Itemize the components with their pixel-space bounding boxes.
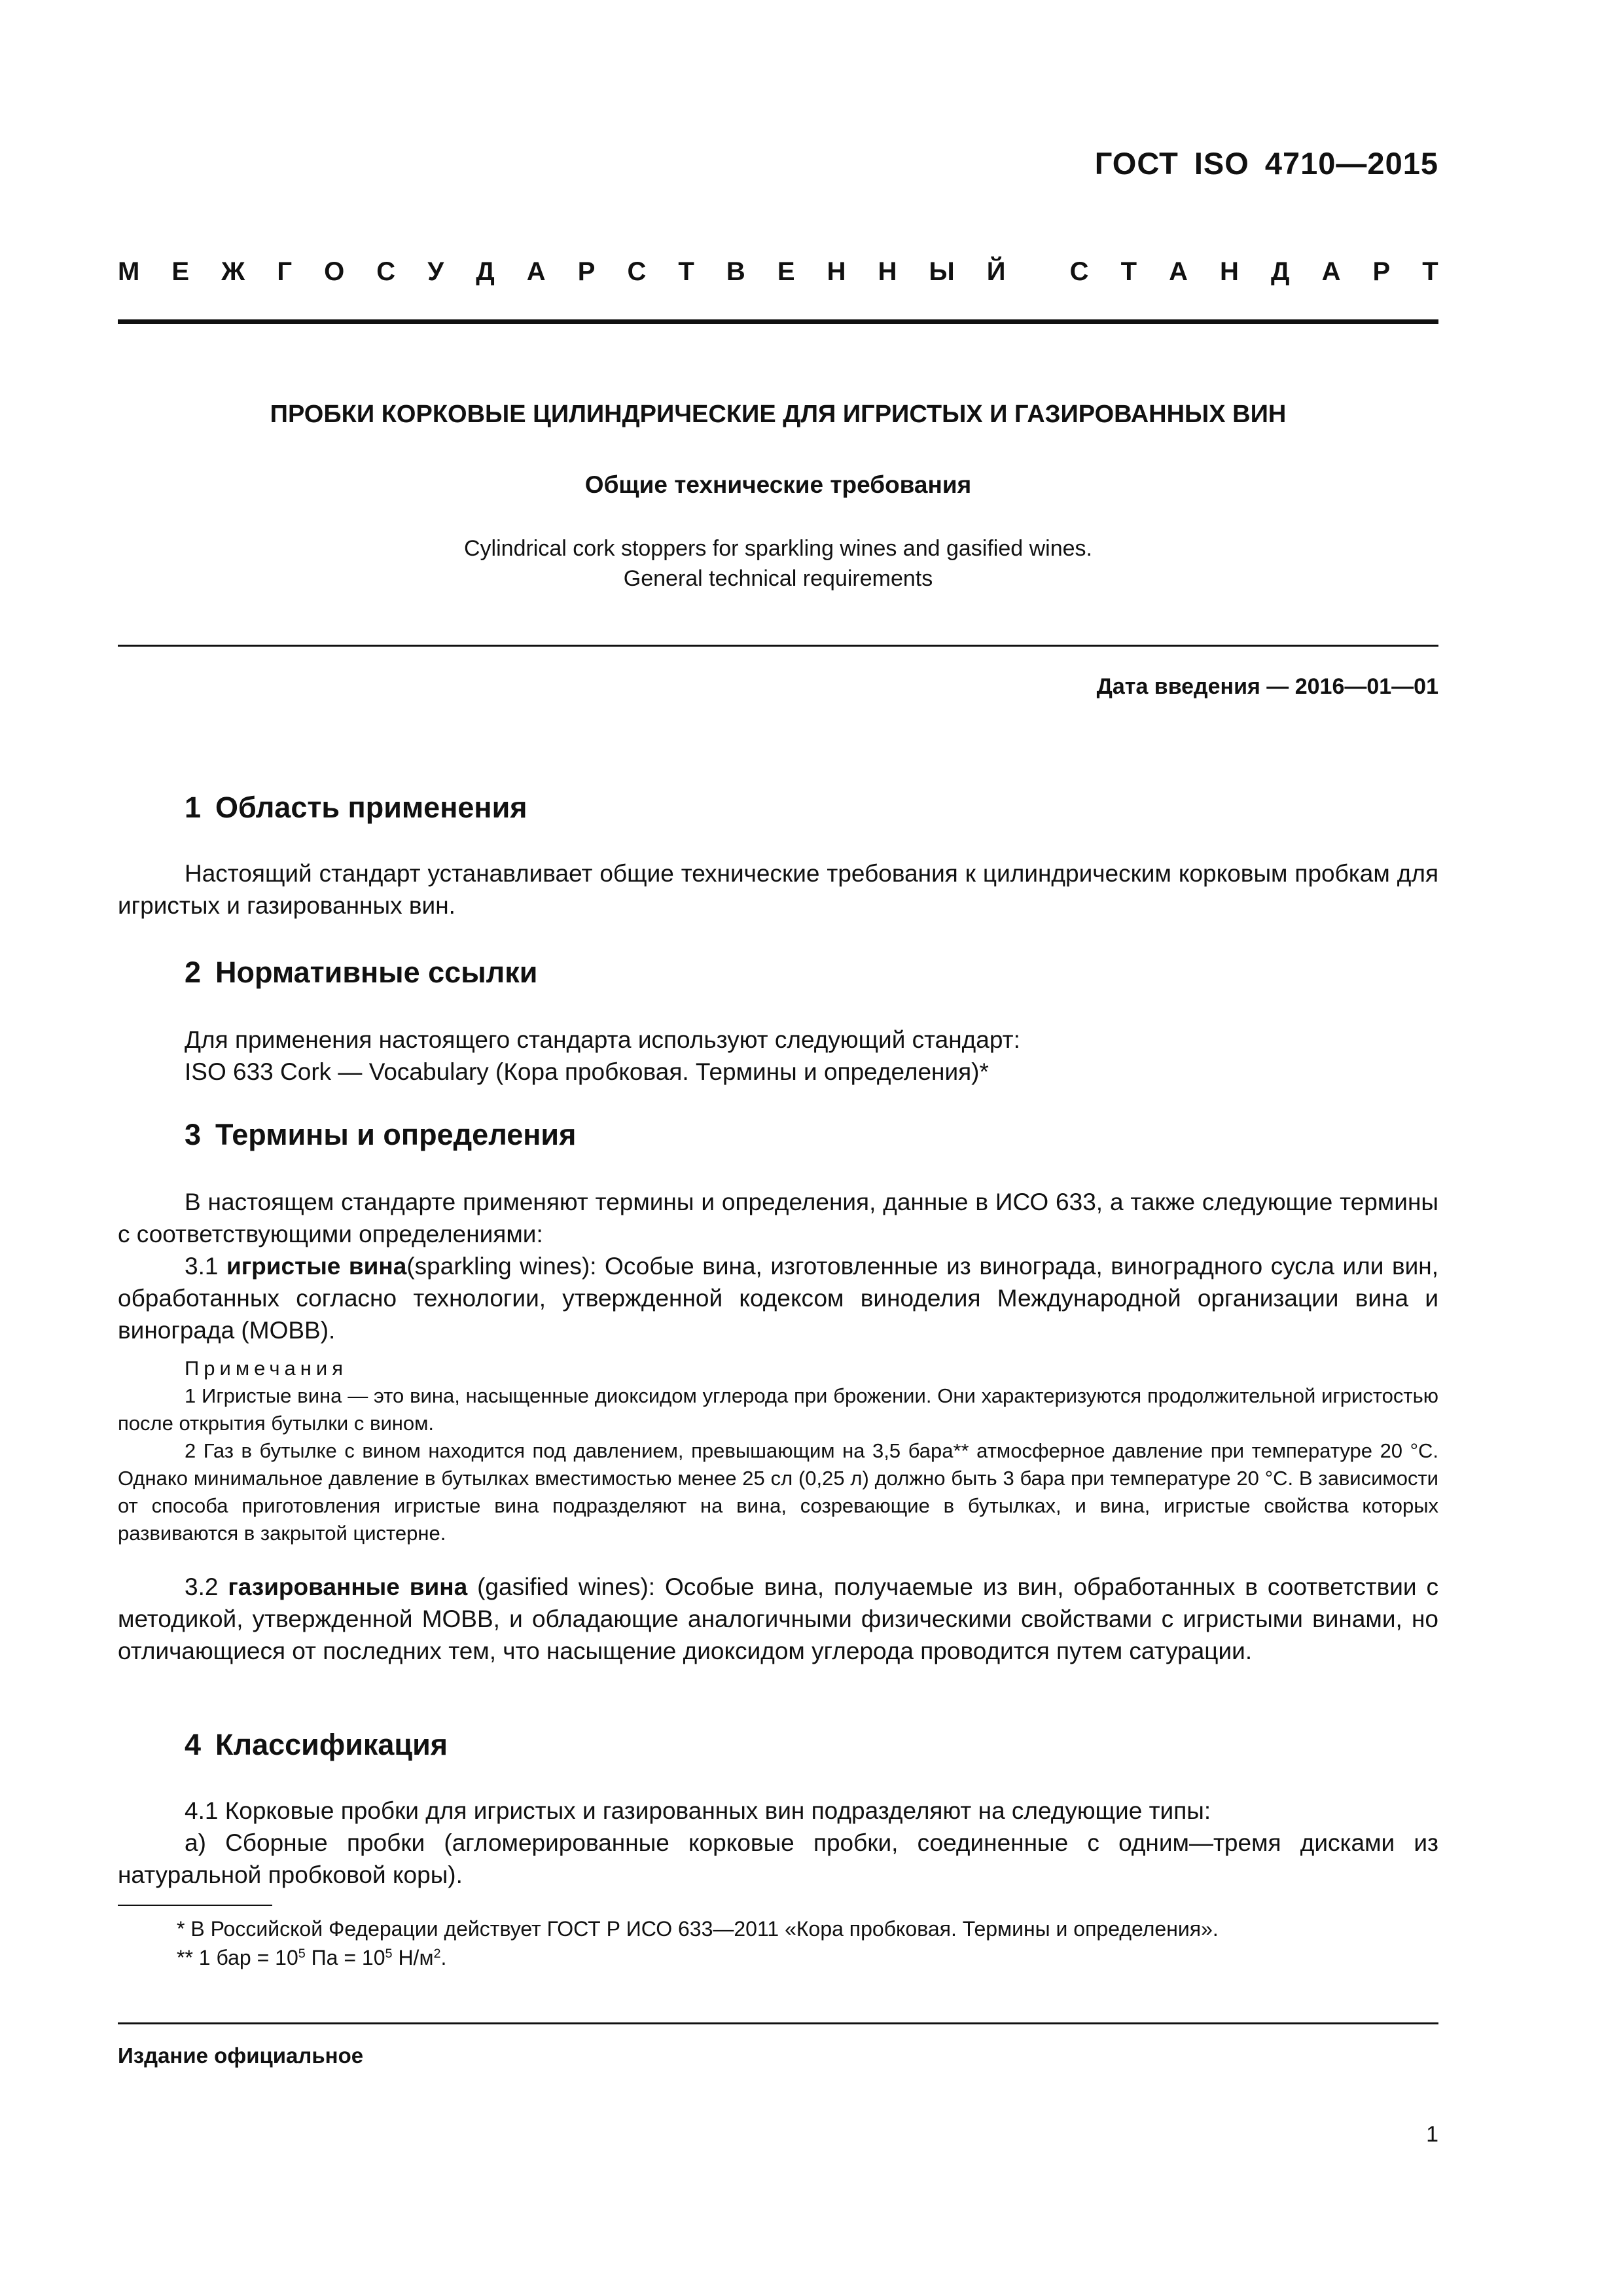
term-3-1-definition: (sparkling wines): Особые вина, изготовленные из винограда, виноградного сусла или вин, обработанных согласно технологии, утвержденной кодексом виноделия Международной организации вина и винограда (МОВВ). <box>118 1253 1439 1344</box>
footnote-2-part-d: . <box>440 1946 447 1969</box>
section-1-number: 1 <box>185 791 202 824</box>
official-edition-label: Издание официальное <box>118 2043 364 2068</box>
banner-letter: Е <box>777 257 795 286</box>
footnote-2-exponent-3: 2 <box>433 1946 441 1962</box>
footnotes <box>177 1914 1438 1972</box>
footnote-rule <box>118 1905 272 1906</box>
banner-letter: Д <box>1271 257 1290 286</box>
banner-letter: Д <box>476 257 495 286</box>
section-2-line-1: Для применения настоящего стандарта используют следующий стандарт: <box>185 1026 1020 1053</box>
notes-block <box>118 1355 1438 1547</box>
section-1-title: Область применения <box>215 791 527 824</box>
header-rule <box>118 319 1438 324</box>
banner-letter: А <box>1169 257 1188 286</box>
section-3-intro: В настоящем стандарте применяют термины и определения, данные в ИСО 633, а также следующие термины с соответствующими определениями: <box>118 1189 1438 1247</box>
banner-letter: Т <box>1422 257 1438 286</box>
banner-letter: А <box>526 257 546 286</box>
date-of-introduction: Дата введения — 2016—01—01 <box>1096 674 1438 699</box>
page-number: 1 <box>1426 2122 1438 2147</box>
term-3-2-number: 3.2 <box>185 1573 219 1600</box>
section-2-reference: ISO 633 Cork — Vocabulary (Кора пробковая. Термины и определения)* <box>185 1058 989 1085</box>
term-3-1-number: 3.1 <box>185 1253 219 1280</box>
footer-rule <box>118 2022 1438 2024</box>
banner-letter: Н <box>878 257 897 286</box>
section-1-paragraph: Настоящий стандарт устанавливает общие технические требования к цилиндрическим корковым пробкам для игристых и газированных вин. <box>118 860 1438 919</box>
footnote-2 <box>177 1943 1438 1972</box>
term-3-2 <box>118 1571 1438 1667</box>
banner-letter: С <box>627 257 647 286</box>
section-4-title: Классификация <box>215 1728 448 1761</box>
banner-letter: Н <box>827 257 846 286</box>
section-2-title: Нормативные ссылки <box>215 956 538 989</box>
banner-letter: О <box>324 257 345 286</box>
footnote-2-exponent-2: 5 <box>385 1946 393 1962</box>
banner-letter: У <box>427 257 444 286</box>
term-3-2-term: газированные вина <box>228 1573 468 1600</box>
banner-letter: Р <box>577 257 596 286</box>
footnote-2-part-a: ** 1 бар = 10 <box>177 1946 298 1969</box>
section-1-heading <box>185 791 527 825</box>
section-2-heading <box>185 956 537 990</box>
banner-letter: В <box>726 257 745 286</box>
footnote-2-part-c: Н/м <box>392 1946 434 1969</box>
term-3-1-term: игристые вина <box>226 1253 407 1280</box>
banner-letter: Н <box>1220 257 1239 286</box>
title-rule <box>118 645 1438 647</box>
section-3-title: Термины и определения <box>215 1118 577 1151</box>
banner-letter: С <box>1069 257 1089 286</box>
banner-letter: Е <box>171 257 190 286</box>
document-title: ПРОБКИ КОРКОВЫЕ ЦИЛИНДРИЧЕСКИЕ ДЛЯ ИГРИСТЫХ И ГАЗИРОВАННЫХ ВИН <box>270 401 1287 428</box>
banner-letter: Ж <box>221 257 245 286</box>
section-4-heading <box>185 1728 448 1762</box>
banner-letter: Й <box>986 257 1006 286</box>
section-2-paragraph <box>185 1024 1438 1088</box>
footnote-2-part-b: Па = 10 <box>305 1946 385 1969</box>
classification-4-1: 4.1 Корковые пробки для игристых и газированных вин подразделяют на следующие типы: <box>185 1797 1211 1824</box>
section-3-heading <box>185 1118 576 1152</box>
banner-letter: А <box>1321 257 1341 286</box>
banner-letter: Г <box>277 257 293 286</box>
classification-item-a: а) Сборные пробки (агломерированные корковые пробки, соединенные с одним—тремя дисками из натуральной пробковой коры). <box>118 1829 1438 1888</box>
interstate-standard-banner <box>118 257 1438 287</box>
banner-letter: Ы <box>929 257 955 286</box>
english-title-line-2: General technical requirements <box>623 566 933 591</box>
section-3-number: 3 <box>185 1118 202 1151</box>
english-title-line-1: Cylindrical cork stoppers for sparkling wines and gasified wines. <box>464 536 1092 561</box>
term-3-2-definition: (gasified wines): Особые вина, получаемые из вин, обработанных в соответствии с методикой, утвержденной МОВВ, и обладающие аналогичными физическими свойствами с игристыми винами, но отличающиеся от последних тем, что насыщение диоксидом углерода проводится путем сатурации. <box>118 1573 1439 1664</box>
english-title <box>118 533 1438 594</box>
notes-heading: Примечания <box>185 1357 348 1380</box>
banner-letter: Т <box>1120 257 1137 286</box>
term-3-1 <box>118 1250 1438 1346</box>
note-1: 1 Игристые вина — это вина, насыщенные диоксидом углерода при брожении. Они характеризуются продолжительной игристостью после открытия бутылки с вином. <box>118 1384 1438 1435</box>
footnote-1: * В Российской Федерации действует ГОСТ Р ИСО 633—2011 «Кора пробковая. Термины и определения». <box>177 1917 1219 1941</box>
section-2-number: 2 <box>185 956 202 989</box>
banner-letter: Т <box>678 257 694 286</box>
document-code: ГОСТ ISO 4710—2015 <box>1094 146 1438 181</box>
section-4-number: 4 <box>185 1728 202 1761</box>
footnote-2-exponent-1: 5 <box>298 1946 306 1962</box>
banner-letter: М <box>118 257 140 286</box>
banner-letter: С <box>376 257 396 286</box>
banner-letter: Р <box>1372 257 1391 286</box>
document-subtitle: Общие технические требования <box>584 471 972 498</box>
note-2: 2 Газ в бутылке с вином находится под давлением, превышающим на 3,5 бара** атмосферное давление при температуре 20 °С. Однако минимальное давление в бутылках вместимостью менее 25 сл (0,25 л) должно быть 3 бара при температуре 20 °С. В зависимости от способа приготовления игристые вина подразделяют на вина, созревающие в бутылках, и вина, игристые свойства которых развиваются в закрытой цистерне. <box>118 1439 1438 1545</box>
